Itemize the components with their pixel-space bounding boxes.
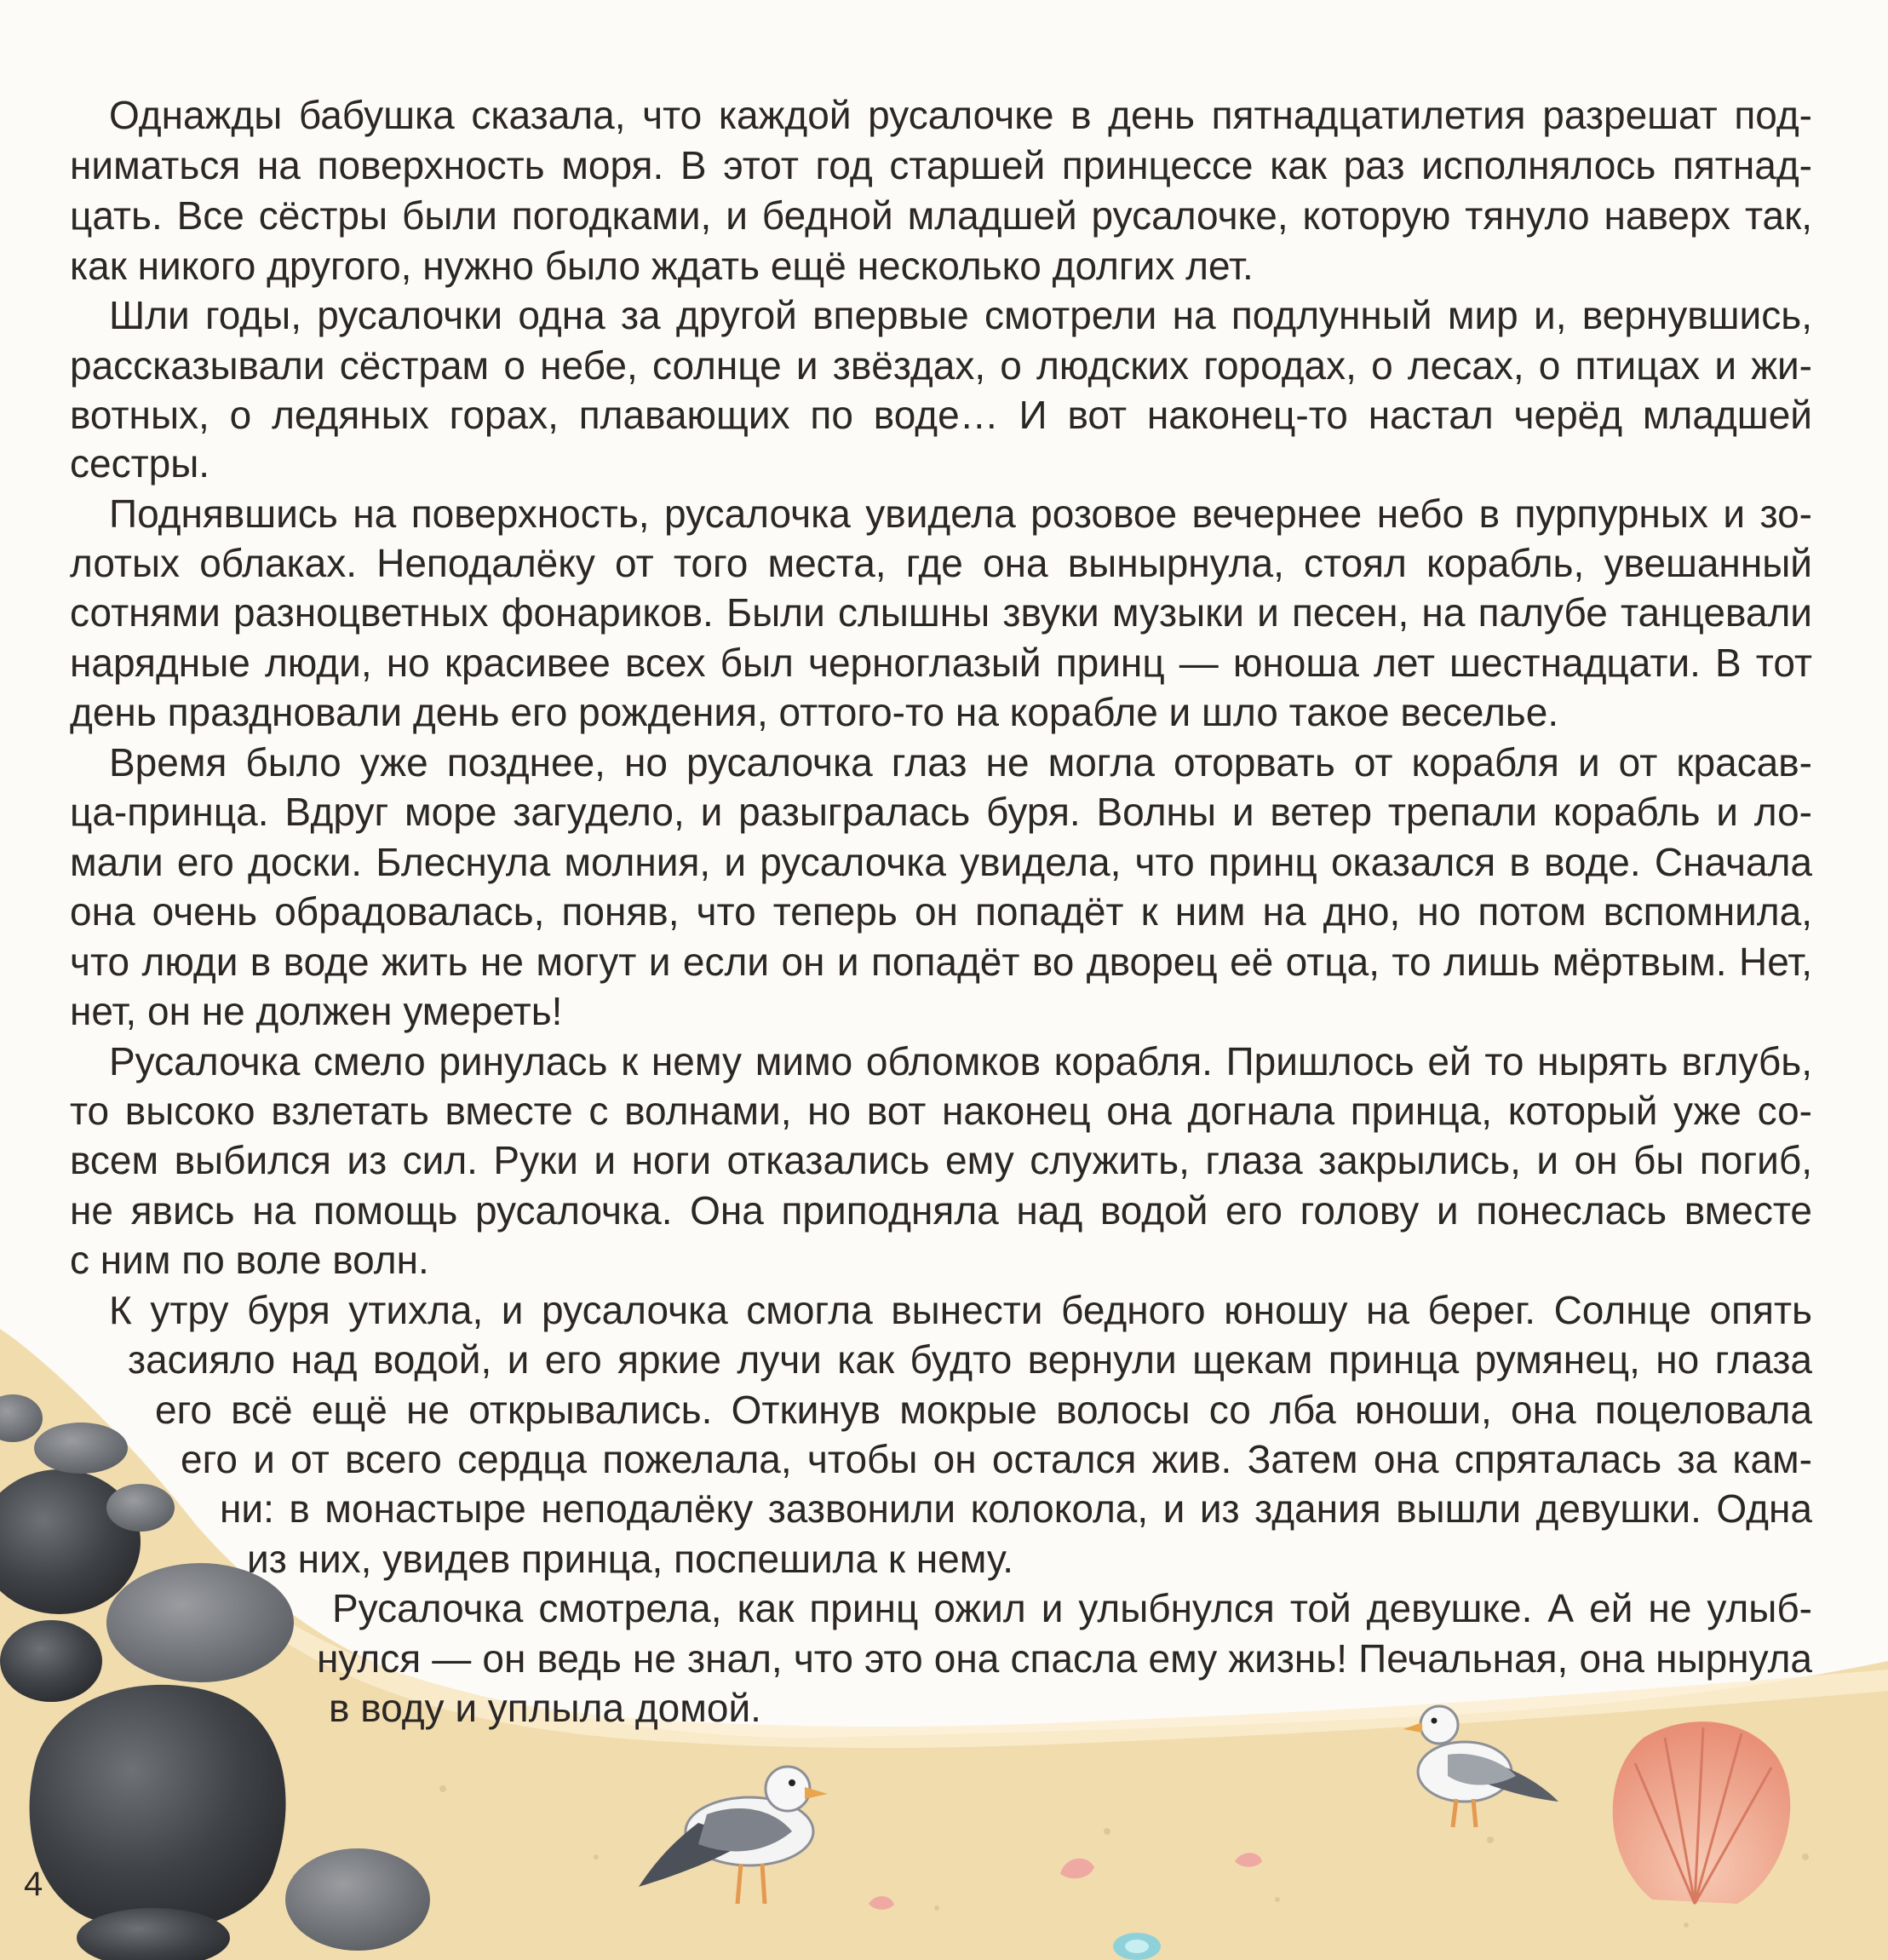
text-line: его всё ещё не открывались. Откинув мокрые волосы со лба юноши, она поцеловала bbox=[155, 1388, 1812, 1432]
text-line: как никого другого, нужно было ждать ещё несколько долгих лет. bbox=[70, 244, 1254, 288]
text-line: Русалочка смотрела, как принц ожил и улыбнулся той девушке. А ей не улыб- bbox=[332, 1586, 1812, 1630]
text-line: лотых облаках. Неподалёку от того места, где она вынырнула, стоял корабль, увешанный bbox=[70, 541, 1812, 585]
text-line: Шли годы, русалочки одна за другой впервые смотрели на подлунный мир и, вернувшись, bbox=[109, 293, 1812, 337]
text-line: мали его доски. Блеснула молния, и русалочка увидела, что принц оказался в воде. Сначала bbox=[70, 840, 1812, 884]
text-line: что люди в воде жить не могут и если он и попадёт во дворец её отца, то лишь мёртвым. Нет, bbox=[70, 940, 1812, 984]
text-line: Время было уже позднее, но русалочка глаз не могла оторвать от корабля и от красав- bbox=[109, 740, 1812, 785]
text-line: К утру буря утихла, и русалочка смогла вынести бедного юношу на берег. Солнце опять bbox=[109, 1288, 1812, 1332]
text-line: всем выбился из сил. Руки и ноги отказались ему служить, глаза закрылись, и он бы погиб, bbox=[70, 1138, 1812, 1182]
text-line: Русалочка смело ринулась к нему мимо обломков корабля. Пришлось ей то нырять вглубь, bbox=[109, 1039, 1812, 1083]
text-line: его и от всего сердца пожелала, чтобы он остался жив. Затем она спряталась за кам- bbox=[181, 1437, 1812, 1481]
text-line: не явись на помощь русалочка. Она приподняла над водой его голову и понеслась вместе bbox=[70, 1188, 1812, 1233]
text-line: день праздновали день его рождения, оттого-то на корабле и шло такое веселье. bbox=[70, 690, 1559, 734]
text-line: нарядные люди, но красивее всех был черноглазый принц — юноша лет шестнадцати. В тот bbox=[70, 641, 1812, 685]
text-line: Однажды бабушка сказала, что каждой русалочке в день пятнадцатилетия разрешат под- bbox=[109, 93, 1812, 137]
text-line: ни: в монастыре неподалёку зазвонили колокола, и из здания вышли девушки. Одна bbox=[220, 1486, 1812, 1531]
text-line: Поднявшись на поверхность, русалочка увидела розовое вечернее небо в пурпурных и зо- bbox=[109, 491, 1812, 536]
text-line: сотнями разноцветных фонариков. Были слышны звуки музыки и песен, на палубе танцевали bbox=[70, 590, 1812, 635]
text-line: в воду и уплыла домой. bbox=[329, 1686, 761, 1730]
text-line: ца-принца. Вдруг море загудело, и разыгралась буря. Волны и ветер трепали корабль и ло- bbox=[70, 790, 1812, 834]
text-line: то высоко взлетать вместе с волнами, но вот наконец она догнала принца, который уже со- bbox=[70, 1089, 1812, 1133]
text-line: сестры. bbox=[70, 441, 210, 486]
text-line: рассказывали сёстрам о небе, солнце и звёздах, о людских городах, о лесах, о птицах и жи- bbox=[70, 343, 1812, 388]
text-line: из них, увидев принца, поспешила к нему. bbox=[247, 1537, 1014, 1581]
shell-large bbox=[1613, 1721, 1791, 1904]
shell-blue bbox=[1113, 1933, 1161, 1960]
text-line: ниматься на поверхность моря. В этот год старшей принцессе как раз исполнялось пятнад- bbox=[70, 143, 1812, 187]
text-line: засияло над водой, и его яркие лучи как будто вернули щекам принца румянец, но глаза bbox=[128, 1337, 1812, 1382]
text-line: нулся — он ведь не знал, что это она спасла ему жизнь! Печальная, она нырнула bbox=[317, 1636, 1812, 1681]
text-line: нет, он не должен умереть! bbox=[70, 989, 563, 1033]
text-line: вотных, о ледяных горах, плавающих по воде… И вот наконец-то настал черёд младшей bbox=[70, 393, 1812, 437]
text-line: цать. Все сёстры были погодками, и бедной младшей русалочке, которую тянуло наверх так, bbox=[70, 193, 1812, 238]
text-line: с ним по воле волн. bbox=[70, 1238, 429, 1282]
page-number: 4 bbox=[24, 1865, 43, 1903]
text-line: она очень обрадовалась, поняв, что теперь он попадёт к ним на дно, но потом вспомнила, bbox=[70, 889, 1812, 934]
